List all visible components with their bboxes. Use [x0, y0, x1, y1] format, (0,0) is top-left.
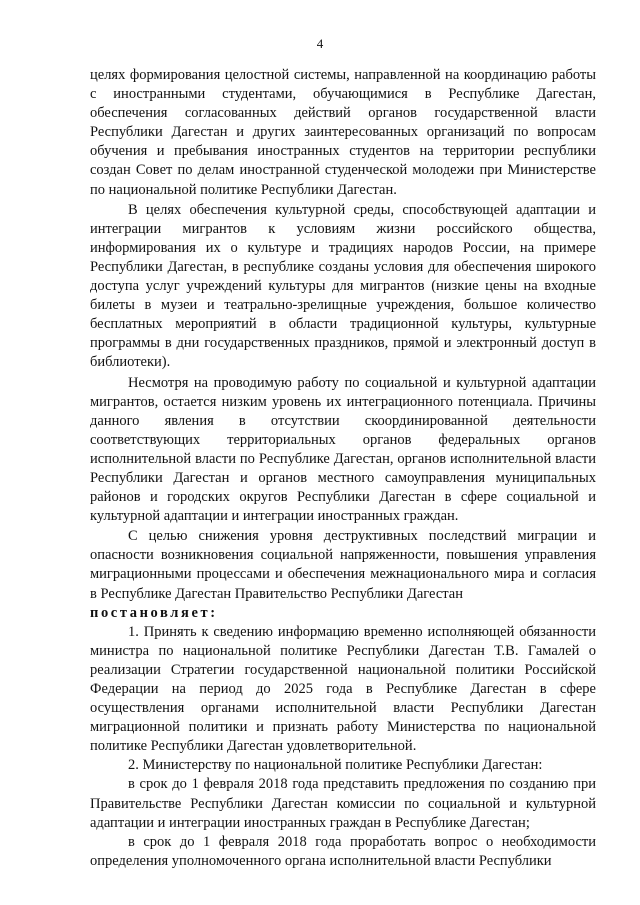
paragraph-item-2: 2. Министерству по национальной политике Республики Дагестан:	[128, 757, 543, 774]
page-number: 4	[316, 36, 324, 51]
paragraph-item-2-sub-1: в срок до 1 февраля 2018 года представить предложения по созданию при Правительстве Республики Дагестан комиссии по социальной и культурной адаптации и интеграции иностранных граждан в Республике Дагестан;	[90, 776, 596, 831]
paragraph-item-2-sub-2: в срок до 1 февраля 2018 года проработать вопрос о необходимости определения уполномоченного органа исполнительной власти Республики	[90, 833, 596, 869]
paragraph-purpose: С целью снижения уровня деструктивных последствий миграции и опасности возникновения социальной напряженности, повышения управления миграционными процессами и обеспечения межнационального мира и согласия в Республике Дагестан Правительство Республики Дагестан	[90, 528, 596, 602]
paragraph-student-council: целях формирования целостной системы, направленной на координацию работы с иностранными студентами, обучающимися в Республике Дагестан, обеспечения согласованных действий органов государственной власти Республики Дагестан и других заинтересованных организаций по вопросам обучения и пребывания иностранных студентов на территории республики создан Совет по делам иностранной студенческой молодежи при Министерстве по национальной политике Республики Дагестан.	[90, 67, 596, 198]
paragraph-integration-issues: Несмотря на проводимую работу по социальной и культурной адаптации мигрантов, остается низким уровень их интеграционного потенциала. Причины данного явления в отсутствии скоординированной деятельности соответствующих территориальных органов федеральных органов исполнительной власти по Республике Дагестан, органов исполнительной власти Республики Дагестан и органов местного самоуправления муниципальных районов и городских округов Республики Дагестан в сфере социальной и культурной адаптации и интеграции иностранных граждан.	[90, 374, 596, 525]
decree-word: постановляет:	[90, 604, 218, 621]
document-body	[90, 66, 596, 871]
paragraph-item-1: 1. Принять к сведению информацию временно исполняющей обязанности министра по национальной политике Республики Дагестан Т.В. Гамалей о реализации Стратегии государственной национальной политики Российской Федерации на период до 2025 года в Республике Дагестан в сфере осуществления органами исполнительной власти Республики Дагестан миграционной политики и признать работу Министерства по национальной политике Республики Дагестан удовлетворительной.	[90, 623, 596, 755]
paragraph-cultural-environment: В целях обеспечения культурной среды, способствующей адаптации и интеграции мигрантов к условиям жизни российского общества, информирования их о культуре и традициях народов России, на примере Республики Дагестан, в республике созданы условия для обеспечения широкого доступа услуг учреждений культуры для мигрантов (низкие цены на входные билеты в музеи и театрально-зрелищные учреждения, большое количество бесплатных мероприятий в области традиционной культуры, культурные программы в дни государственных праздников, прямой и электронный доступ в библиотеки).	[90, 201, 596, 371]
